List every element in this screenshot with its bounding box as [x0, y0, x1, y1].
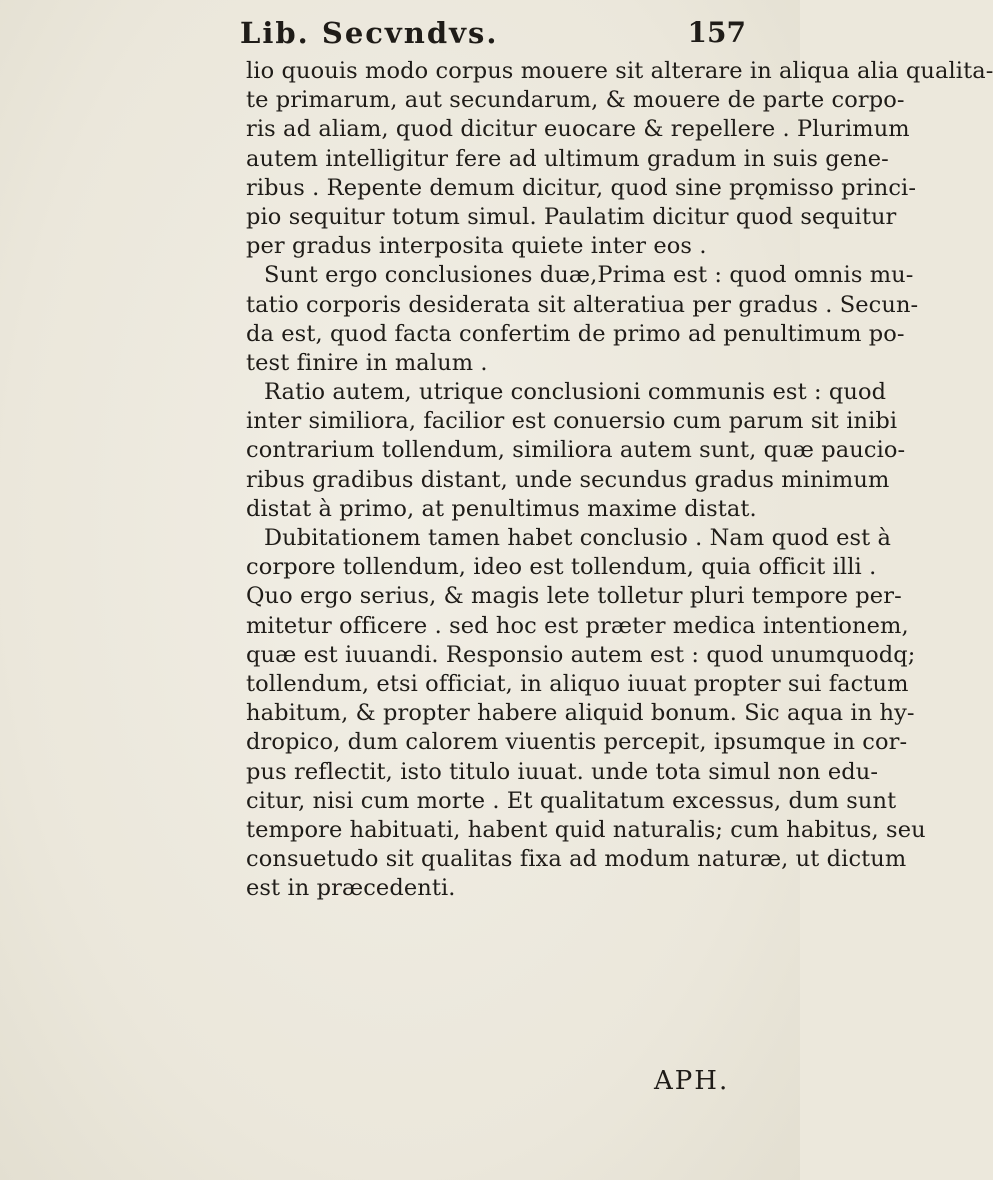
text-line: distat à primo, at penultimus maxime distat.	[246, 495, 757, 522]
running-head-title: Lib. Secvndvs.	[240, 16, 499, 50]
text-line: mitetur officere . sed hoc est præter medica intentionem,	[246, 612, 909, 639]
text-line: quæ est iuuandi. Responsio autem est : quod unumquodq;	[246, 641, 916, 668]
text-line: te primarum, aut secundarum, & mouere de parte corpo-	[246, 87, 905, 114]
text-line: inter similiora, facilior est conuersio cum parum sit inibi	[246, 408, 898, 435]
text-line: da est, quod facta confertim de primo ad penultimum po-	[246, 320, 905, 347]
text-line: Quo ergo serius, & magis lete tolletur pluri tempore per-	[246, 583, 902, 610]
text-line: contrarium tollendum, similiora autem sunt, quæ paucio-	[246, 437, 906, 464]
running-head	[240, 14, 780, 54]
text-line: tatio corporis desiderata sit alteratiua per gradus . Secun-	[246, 291, 919, 318]
text-line: test finire in malum .	[246, 349, 488, 376]
text-line: ribus . Repente demum dicitur, quod sine prǫmisso princi-	[246, 174, 917, 201]
text-line: autem intelligitur fere ad ultimum gradum in suis gene-	[246, 145, 889, 172]
text-line: ris ad aliam, quod dicitur euocare & repellere . Plurimum	[246, 116, 910, 143]
text-line: Sunt ergo conclusiones duæ,Prima est : quod omnis mu-	[264, 262, 914, 289]
text-line: consuetudo sit qualitas fixa ad modum naturæ, ut dictum	[246, 846, 907, 873]
text-line: est in præcedenti.	[246, 875, 456, 902]
text-line: habitum, & propter habere aliquid bonum. Sic aqua in hy-	[246, 700, 915, 727]
text-line: citur, nisi cum morte . Et qualitatum excessus, dum sunt	[246, 787, 897, 814]
text-line: tempore habituati, habent quid naturalis; cum habitus, seu	[246, 816, 926, 843]
text-line: per gradus interposita quiete inter eos .	[246, 233, 707, 260]
page-number: 157	[687, 16, 746, 49]
text-line: Dubitationem tamen habet conclusio . Nam quod est à	[264, 525, 892, 551]
text-line: lio quouis modo corpus mouere sit alterare in aliqua alia qualita-	[246, 58, 993, 84]
text-line: ribus gradibus distant, unde secundus gradus minimum	[246, 466, 890, 493]
text-line: dropico, dum calorem viuentis percepit, ipsumque in cor-	[246, 729, 908, 756]
text-line: Ratio autem, utrique conclusioni communis est : quod	[264, 379, 887, 406]
body-text	[246, 57, 993, 903]
text-line: corpore tollendum, ideo est tollendum, quia officit illi .	[246, 554, 877, 581]
text-line: tollendum, etsi officiat, in aliquo iuuat propter sui factum	[246, 670, 909, 697]
catchword: APH.	[654, 1066, 730, 1096]
text-line: pio sequitur totum simul. Paulatim dicitur quod sequitur	[246, 203, 897, 230]
text-line: pus reflectit, isto titulo iuuat. unde tota simul non edu-	[246, 758, 879, 785]
